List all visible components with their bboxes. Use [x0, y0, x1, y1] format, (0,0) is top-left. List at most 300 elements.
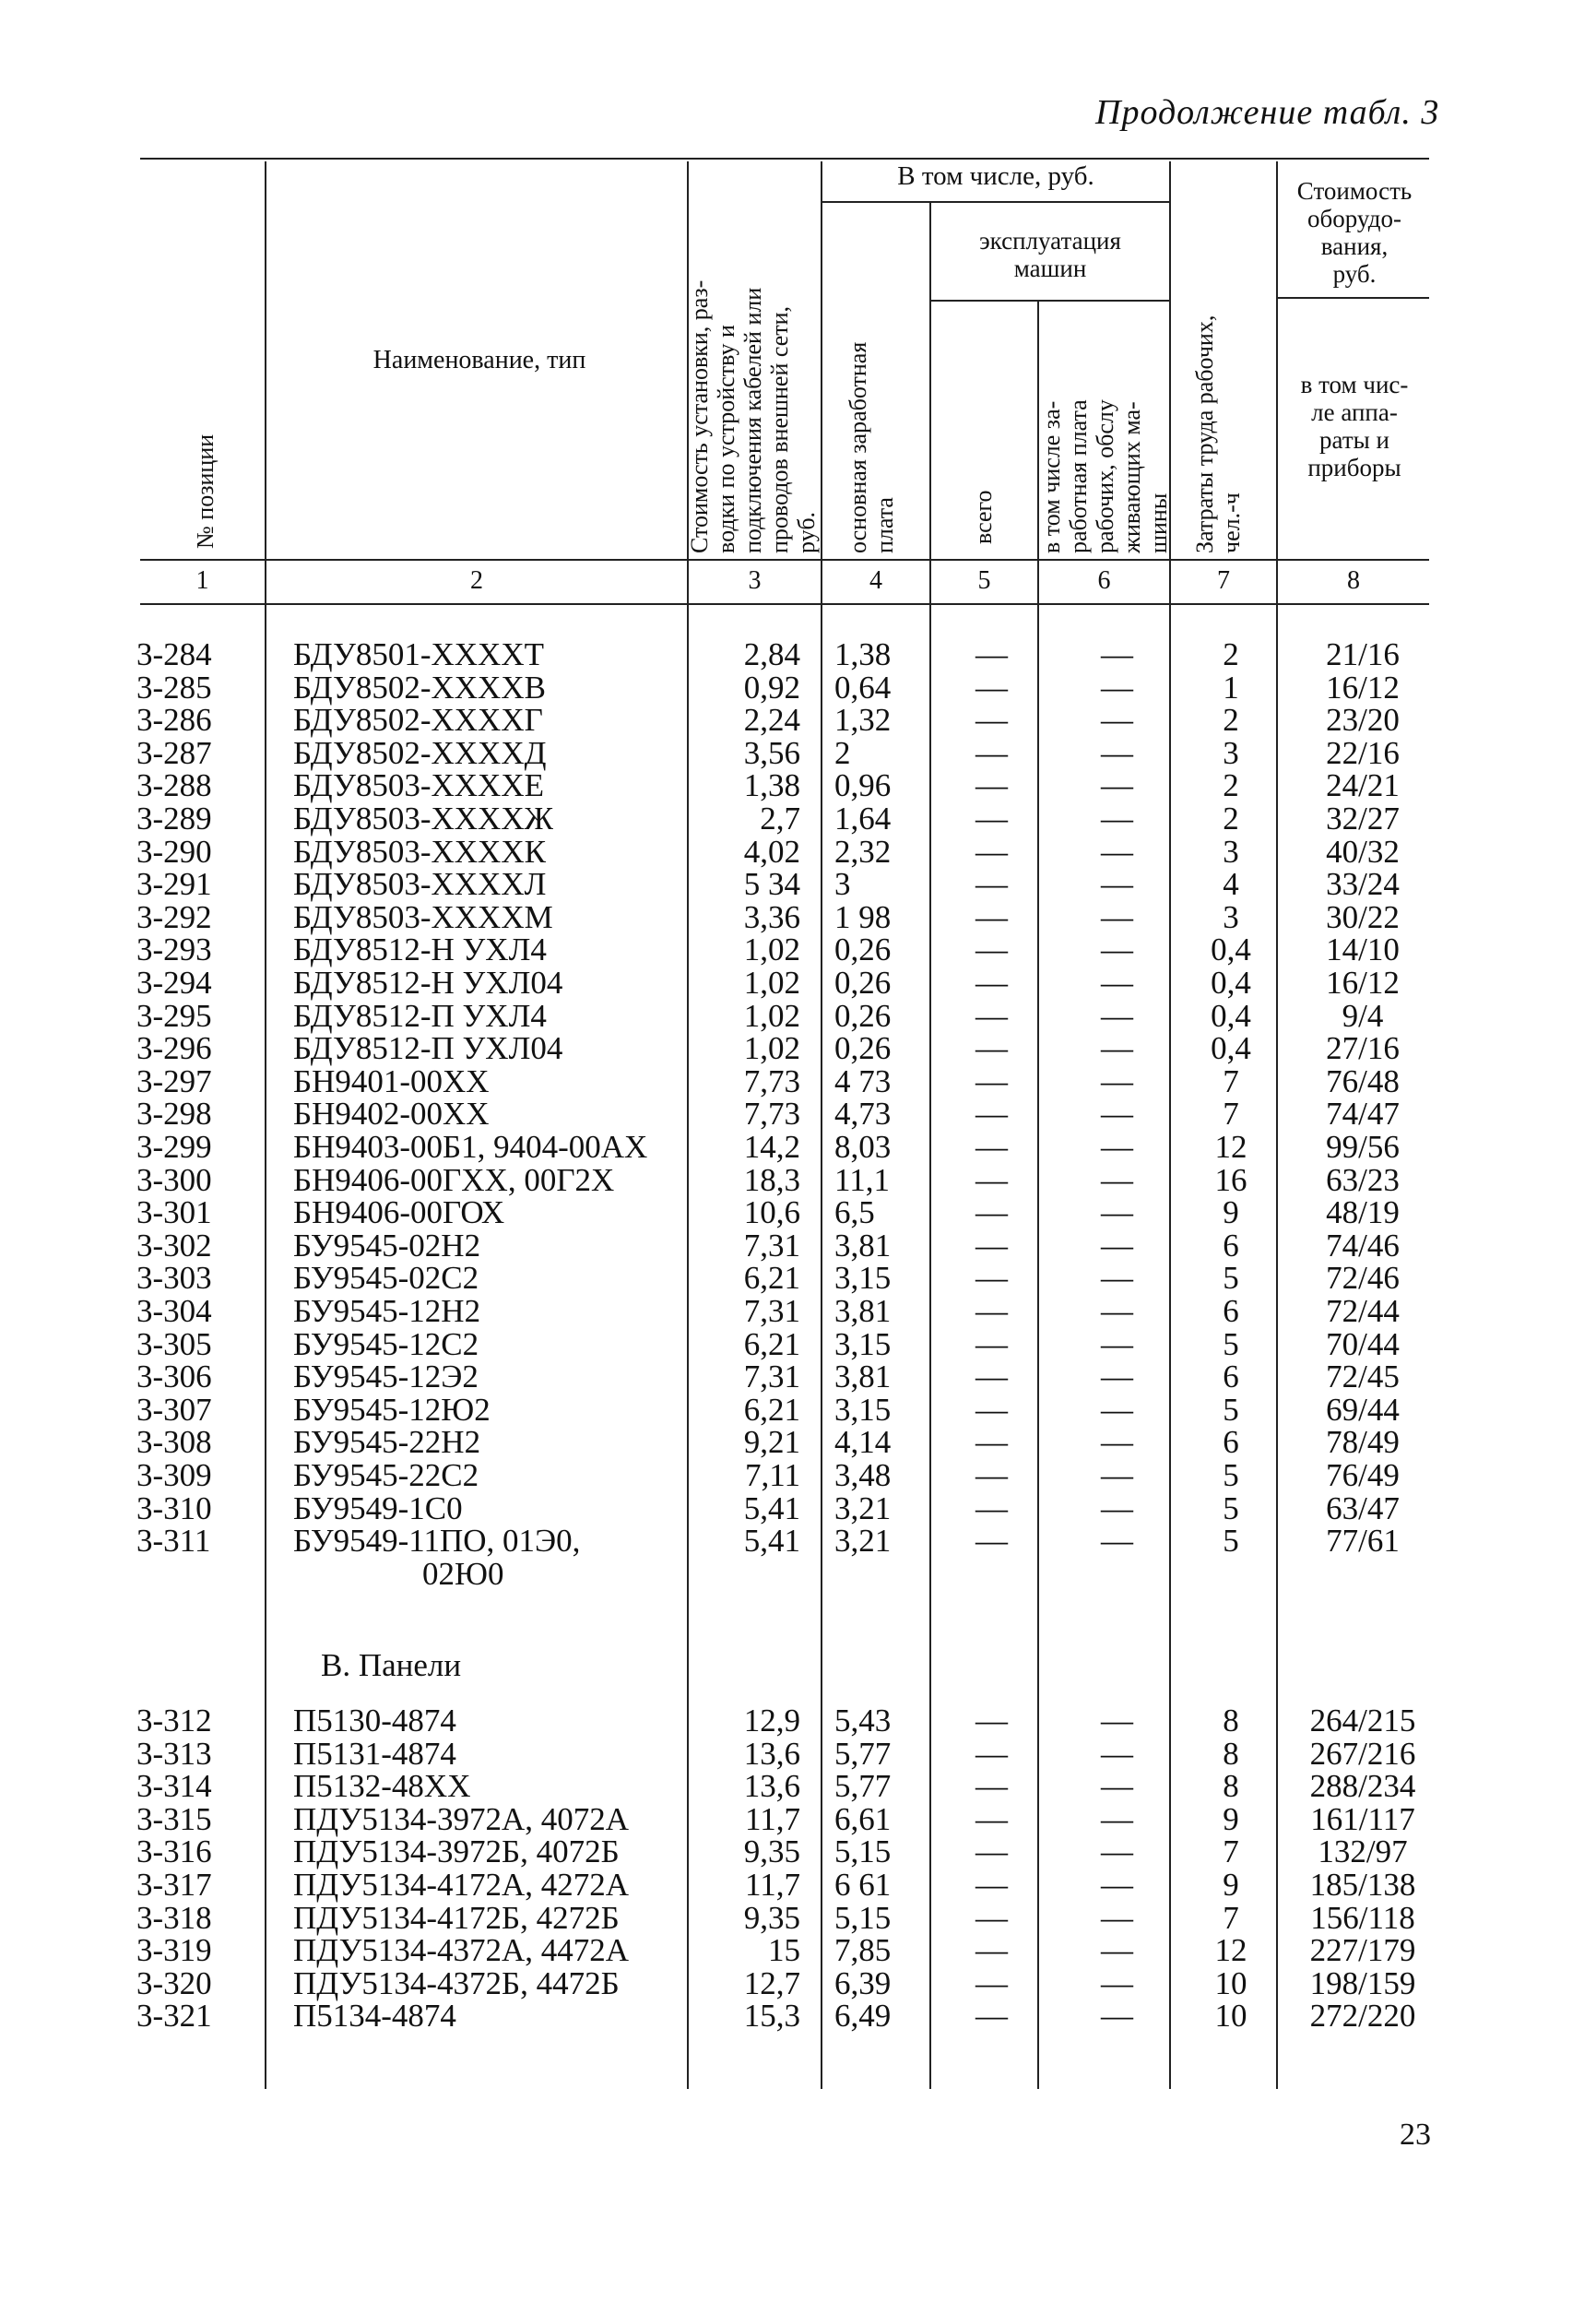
row-equipment-cost: 72/45	[1326, 1359, 1400, 1395]
row-labor: 0,4	[1211, 997, 1251, 1034]
row-install-cost: 11,7	[745, 1800, 800, 1837]
row-base-wage: 6,5	[834, 1194, 875, 1231]
row-base-wage: 0,26	[834, 1030, 892, 1067]
row-name: П5130-4874	[293, 1703, 456, 1738]
row-labor: 8	[1223, 1735, 1239, 1772]
row-install-cost: 7,31	[743, 1293, 800, 1329]
row-install-cost: 18,3	[743, 1161, 800, 1198]
row-position: 3-309	[136, 1457, 212, 1493]
row-name: БУ9545-12С2	[293, 1325, 479, 1362]
row-position: 3-318	[136, 1899, 212, 1936]
row-exploit-wage: —	[1101, 1899, 1133, 1936]
row-install-cost: 0,92	[743, 669, 800, 706]
row-exploit-wage: —	[1101, 767, 1133, 804]
row-position: 3-298	[136, 1096, 212, 1133]
row-install-cost: 7,73	[743, 1096, 800, 1133]
row-position: 3-299	[136, 1129, 212, 1165]
row-exploit-wage: —	[1101, 1768, 1133, 1805]
header-total: всего	[970, 490, 997, 544]
row-base-wage: 8,03	[834, 1129, 892, 1165]
row-install-cost: 4,02	[743, 833, 800, 870]
row-name: БДУ8503-ХХХХЕ	[293, 767, 544, 804]
row-install-cost: 9,21	[743, 1424, 800, 1461]
row-equipment-cost: 9/4	[1342, 997, 1384, 1034]
row-equipment-cost: 76/48	[1326, 1062, 1400, 1099]
row-position: 3-302	[136, 1227, 212, 1264]
row-equipment-cost: 272/220	[1309, 1998, 1416, 2035]
row-name: ПДУ5134-4172Б, 4272Б	[293, 1899, 620, 1936]
row-name: П5134-4874	[293, 1998, 456, 2035]
row-install-cost: 2,7	[760, 801, 800, 837]
row-install-cost: 6,21	[743, 1260, 800, 1297]
row-name: БУ9545-12Н2	[293, 1293, 481, 1329]
column-number: 3	[748, 566, 762, 595]
row-exploit-total: —	[975, 1359, 1008, 1395]
row-labor: 7	[1223, 1096, 1239, 1133]
row-exploit-wage: —	[1101, 1998, 1133, 2035]
row-position: 3-308	[136, 1424, 212, 1461]
row-exploit-total: —	[975, 1030, 1008, 1067]
section-heading-panels: В. Панели	[321, 1647, 462, 1683]
row-exploit-total: —	[975, 1325, 1008, 1362]
row-position: 3-301	[136, 1194, 212, 1231]
row-install-cost: 14,2	[743, 1129, 800, 1165]
column-number: 7	[1217, 566, 1230, 595]
header-bottom-rule	[140, 559, 1429, 561]
row-base-wage: 6,39	[834, 1964, 892, 2001]
row-name: БУ9549-1С0	[293, 1489, 463, 1526]
row-base-wage: 3,21	[834, 1489, 892, 1526]
row-install-cost: 7,31	[743, 1359, 800, 1395]
row-base-wage: 3,81	[834, 1359, 892, 1395]
row-base-wage: 3,81	[834, 1227, 892, 1264]
row-position: 3-320	[136, 1964, 212, 2001]
row-install-cost: 6,21	[743, 1325, 800, 1362]
row-position: 3-290	[136, 833, 212, 870]
row-exploit-wage: —	[1101, 1932, 1133, 1969]
row-name: ПДУ5134-4372Б, 4472Б	[293, 1964, 620, 2001]
row-name: БДУ8512-П УХЛ4	[293, 997, 547, 1034]
row-exploit-total: —	[975, 801, 1008, 837]
row-name: БН9403-00Б1, 9404-00АХ	[293, 1129, 648, 1165]
row-exploit-total: —	[975, 767, 1008, 804]
row-exploit-total: —	[975, 734, 1008, 771]
row-exploit-total: —	[975, 1260, 1008, 1297]
row-labor: 5	[1223, 1457, 1239, 1493]
header-position: № позиции	[192, 433, 219, 549]
row-exploit-wage: —	[1101, 702, 1133, 739]
row-base-wage: 3,15	[834, 1260, 892, 1297]
row-position: 3-319	[136, 1932, 212, 1969]
row-labor: 9	[1223, 1867, 1239, 1903]
row-equipment-cost: 14/10	[1326, 931, 1400, 968]
row-equipment-cost: 32/27	[1326, 801, 1400, 837]
row-name: БН9401-00ХХ	[293, 1062, 490, 1099]
column-number: 1	[195, 566, 209, 595]
row-install-cost: 12,9	[743, 1703, 800, 1738]
row-position: 3-316	[136, 1833, 212, 1870]
row-base-wage: 4 73	[834, 1062, 892, 1099]
row-name: БДУ8502-ХХХХВ	[293, 669, 546, 706]
row-exploit-total: —	[975, 1227, 1008, 1264]
row-base-wage: 6 61	[834, 1867, 892, 1903]
row-exploit-total: —	[975, 1703, 1008, 1738]
row-equipment-cost: 16/12	[1326, 669, 1400, 706]
row-position: 3-300	[136, 1161, 212, 1198]
col-divider-4	[929, 203, 931, 2089]
row-base-wage: 2	[834, 734, 851, 771]
row-equipment-cost: 78/49	[1326, 1424, 1400, 1461]
row-exploit-wage: —	[1101, 669, 1133, 706]
row-exploit-wage: —	[1101, 1457, 1133, 1493]
row-equipment-cost: 267/216	[1309, 1735, 1416, 1772]
row-exploit-total: —	[975, 965, 1008, 1001]
row-base-wage: 5,77	[834, 1735, 892, 1772]
row-position: 3-296	[136, 1030, 212, 1067]
row-labor: 3	[1223, 833, 1239, 870]
row-position: 3-307	[136, 1391, 212, 1428]
row-equipment-cost: 30/22	[1326, 898, 1400, 935]
row-name: ПДУ5134-4172А, 4272А	[293, 1867, 630, 1903]
row-exploit-wage: —	[1101, 1194, 1133, 1231]
row-exploit-total: —	[975, 1391, 1008, 1428]
row-base-wage: 11,1	[834, 1161, 890, 1198]
row-name: БДУ8503-ХХХХМ	[293, 898, 553, 935]
row-install-cost: 7,11	[745, 1457, 800, 1493]
row-exploit-total: —	[975, 1964, 1008, 2001]
row-position: 3-295	[136, 997, 212, 1034]
column-number: 4	[869, 566, 882, 595]
row-exploit-total: —	[975, 1129, 1008, 1165]
row-name: БН9406-00ГХХ, 00Г2Х	[293, 1161, 615, 1198]
row-exploit-total: —	[975, 669, 1008, 706]
column-number: 2	[470, 566, 483, 595]
row-exploit-wage: —	[1101, 1227, 1133, 1264]
row-labor: 3	[1223, 734, 1239, 771]
row-position: 3-292	[136, 898, 212, 935]
row-install-cost: 7,73	[743, 1062, 800, 1099]
row-labor: 8	[1223, 1768, 1239, 1805]
row-base-wage: 7,85	[834, 1932, 892, 1969]
row-labor: 6	[1223, 1424, 1239, 1461]
row-position: 3-314	[136, 1768, 212, 1805]
row-base-wage: 3,15	[834, 1325, 892, 1362]
row-exploit-wage: —	[1101, 1030, 1133, 1067]
row-base-wage: 3,15	[834, 1391, 892, 1428]
row-name: ПДУ5134-3972А, 4072А	[293, 1800, 630, 1837]
row-labor: 1	[1223, 669, 1239, 706]
column-number: 6	[1097, 566, 1111, 595]
header-name-type: Наименование, тип	[372, 346, 586, 374]
row-install-cost: 1,02	[743, 931, 800, 968]
row-position: 3-321	[136, 1998, 212, 2035]
column-number: 5	[977, 566, 991, 595]
row-exploit-wage: —	[1101, 1359, 1133, 1395]
row-labor: 0,4	[1211, 1030, 1251, 1067]
row-exploit-wage: —	[1101, 1260, 1133, 1297]
col-divider-3	[821, 161, 822, 2089]
row-labor: 5	[1223, 1325, 1239, 1362]
row-name: БУ9549-11ПО, 01Э0,	[293, 1523, 581, 1560]
row-position: 3-313	[136, 1735, 212, 1772]
row-exploit-total: —	[975, 1424, 1008, 1461]
row-labor: 7	[1223, 1062, 1239, 1099]
row-base-wage: 0,64	[834, 669, 892, 706]
row-labor: 2	[1223, 702, 1239, 739]
row-equipment-cost: 185/138	[1309, 1867, 1416, 1903]
row-install-cost: 9,35	[743, 1899, 800, 1936]
row-exploit-total: —	[975, 1899, 1008, 1936]
row-exploit-total: —	[975, 1293, 1008, 1329]
row-exploit-wage: —	[1101, 931, 1133, 968]
row-position: 3-317	[136, 1867, 212, 1903]
row-install-cost: 3,56	[743, 734, 800, 771]
row-name: БН9406-00ГОХ	[293, 1194, 505, 1231]
row-name: ПДУ5134-4372А, 4472А	[293, 1932, 630, 1969]
row-base-wage: 3	[834, 866, 851, 903]
row-install-cost: 15	[768, 1932, 800, 1969]
row-labor: 9	[1223, 1194, 1239, 1231]
row-name: БУ9545-22Н2	[293, 1424, 481, 1461]
row-exploit-wage: —	[1101, 636, 1133, 672]
row-install-cost: 3,36	[743, 898, 800, 935]
row-install-cost: 13,6	[743, 1768, 800, 1805]
row-exploit-total: —	[975, 997, 1008, 1034]
row-base-wage: 5,15	[834, 1833, 892, 1870]
row-labor: 7	[1223, 1899, 1239, 1936]
row-name: БУ9545-12Э2	[293, 1359, 479, 1395]
row-equipment-cost: 48/19	[1326, 1194, 1400, 1231]
row-position: 3-289	[136, 801, 212, 837]
row-exploit-wage: —	[1101, 1523, 1133, 1560]
row-position: 3-291	[136, 866, 212, 903]
row-base-wage: 6,49	[834, 1998, 892, 2035]
row-position: 3-287	[136, 734, 212, 771]
row-equipment-cost: 72/46	[1326, 1260, 1400, 1297]
row-base-wage: 3,21	[834, 1523, 892, 1560]
row-equipment-cost: 33/24	[1326, 866, 1400, 903]
row-exploit-total: —	[975, 1867, 1008, 1903]
row-base-wage: 1,32	[834, 702, 892, 739]
row-name: БДУ8503-ХХХХК	[293, 833, 546, 870]
row-equipment-cost: 23/20	[1326, 702, 1400, 739]
row-equipment-cost: 21/16	[1326, 636, 1400, 672]
row-exploit-total: —	[975, 1457, 1008, 1493]
row-position: 3-284	[136, 636, 212, 672]
row-labor: 3	[1223, 898, 1239, 935]
row-base-wage: 6,61	[834, 1800, 892, 1837]
row-base-wage: 3,81	[834, 1293, 892, 1329]
row-install-cost: 1,02	[743, 1030, 800, 1067]
header-equipment-devices: в том чис- ле аппа- раты и приборы	[1300, 371, 1409, 481]
row-labor: 0,4	[1211, 965, 1251, 1001]
row-exploit-total: —	[975, 1161, 1008, 1198]
row-position: 3-303	[136, 1260, 212, 1297]
row-install-cost: 2,24	[743, 702, 800, 739]
row-name: БУ9545-02С2	[293, 1260, 479, 1297]
row-exploit-wage: —	[1101, 1062, 1133, 1099]
row-install-cost: 1,02	[743, 997, 800, 1034]
row-position: 3-293	[136, 931, 212, 968]
row-exploit-wage: —	[1101, 1096, 1133, 1133]
row-exploit-wage: —	[1101, 1325, 1133, 1362]
row-install-cost: 9,35	[743, 1833, 800, 1870]
row-base-wage: 3,48	[834, 1457, 892, 1493]
row-exploit-wage: —	[1101, 1867, 1133, 1903]
row-exploit-total: —	[975, 1833, 1008, 1870]
row-exploit-total: —	[975, 1096, 1008, 1133]
row-name: БДУ8512-П УХЛ04	[293, 1030, 563, 1067]
row-equipment-cost: 264/215	[1309, 1703, 1416, 1738]
exploit-header-rule	[929, 300, 1169, 302]
row-labor: 12	[1214, 1932, 1247, 1969]
row-exploit-total: —	[975, 1932, 1008, 1969]
row-labor: 10	[1214, 1964, 1247, 2001]
row-base-wage: 0,96	[834, 767, 892, 804]
row-name: П5131-4874	[293, 1735, 456, 1772]
page-number: 23	[1400, 2118, 1431, 2152]
row-install-cost: 12,7	[743, 1964, 800, 2001]
row-equipment-cost: 40/32	[1326, 833, 1400, 870]
row-labor: 2	[1223, 636, 1239, 672]
row-install-cost: 15,3	[743, 1998, 800, 2035]
row-equipment-cost: 22/16	[1326, 734, 1400, 771]
row-equipment-cost: 24/21	[1326, 767, 1400, 804]
row-exploit-wage: —	[1101, 1800, 1133, 1837]
row-name: БУ9545-12Ю2	[293, 1391, 491, 1428]
row-name: БДУ8512-Н УХЛ4	[293, 931, 547, 968]
row-name: БДУ8502-ХХХХГ	[293, 702, 543, 739]
row-labor: 9	[1223, 1800, 1239, 1837]
row-exploit-wage: —	[1101, 1293, 1133, 1329]
row-name: П5132-48ХХ	[293, 1768, 471, 1805]
row-base-wage: 4,14	[834, 1424, 892, 1461]
row-equipment-cost: 198/159	[1309, 1964, 1416, 2001]
row-base-wage: 1 98	[834, 898, 892, 935]
row-name-continuation: 02Ю0	[422, 1556, 504, 1592]
row-base-wage: 5,43	[834, 1703, 892, 1738]
row-exploit-wage: —	[1101, 1424, 1133, 1461]
row-base-wage: 4,73	[834, 1096, 892, 1133]
row-labor: 6	[1223, 1227, 1239, 1264]
row-exploit-wage: —	[1101, 997, 1133, 1034]
row-base-wage: 5,15	[834, 1899, 892, 1936]
row-install-cost: 7,31	[743, 1227, 800, 1264]
row-equipment-cost: 16/12	[1326, 965, 1400, 1001]
row-exploit-total: —	[975, 1523, 1008, 1560]
row-position: 3-312	[136, 1703, 212, 1738]
row-position: 3-311	[136, 1523, 211, 1560]
row-install-cost: 13,6	[743, 1735, 800, 1772]
row-exploit-wage: —	[1101, 1129, 1133, 1165]
row-equipment-cost: 161/117	[1310, 1800, 1415, 1837]
row-name: БУ9545-22С2	[293, 1457, 479, 1493]
header-install-cost: Стоимость установки, раз- водки по устройству и подключения кабелей или проводов внешней сети, руб.	[686, 279, 820, 553]
row-install-cost: 11,7	[745, 1867, 800, 1903]
header-machine-exploitation: эксплуатация машин	[979, 227, 1121, 282]
row-position: 3-288	[136, 767, 212, 804]
row-equipment-cost: 77/61	[1326, 1523, 1400, 1560]
row-exploit-wage: —	[1101, 1489, 1133, 1526]
row-base-wage: 5,77	[834, 1768, 892, 1805]
equipment-header-rule	[1276, 297, 1429, 299]
row-equipment-cost: 63/23	[1326, 1161, 1400, 1198]
row-name: БДУ8501-ХХХХТ	[293, 636, 544, 672]
row-position: 3-294	[136, 965, 212, 1001]
row-name: БН9402-00ХХ	[293, 1096, 490, 1133]
group-header-rule	[821, 201, 1169, 203]
row-labor: 8	[1223, 1703, 1239, 1738]
row-equipment-cost: 69/44	[1326, 1391, 1400, 1428]
row-position: 3-286	[136, 702, 212, 739]
row-equipment-cost: 72/44	[1326, 1293, 1400, 1329]
header-labor-cost: Затраты труда рабочих, чел.-ч	[1191, 314, 1245, 553]
row-exploit-total: —	[975, 1194, 1008, 1231]
row-base-wage: 1,64	[834, 801, 892, 837]
row-exploit-total: —	[975, 866, 1008, 903]
row-install-cost: 1,02	[743, 965, 800, 1001]
row-base-wage: 2,32	[834, 833, 892, 870]
row-base-wage: 0,26	[834, 965, 892, 1001]
row-labor: 5	[1223, 1391, 1239, 1428]
row-base-wage: 0,26	[834, 997, 892, 1034]
row-position: 3-305	[136, 1325, 212, 1362]
row-labor: 6	[1223, 1293, 1239, 1329]
row-exploit-wage: —	[1101, 965, 1133, 1001]
row-exploit-total: —	[975, 702, 1008, 739]
row-install-cost: 5,41	[743, 1489, 800, 1526]
row-labor: 4	[1223, 866, 1239, 903]
table-caption: Продолжение табл. 3	[1095, 93, 1440, 132]
row-exploit-wage: —	[1101, 1703, 1133, 1738]
row-labor: 5	[1223, 1260, 1239, 1297]
row-exploit-wage: —	[1101, 1735, 1133, 1772]
row-labor: 12	[1214, 1129, 1247, 1165]
row-exploit-total: —	[975, 1768, 1008, 1805]
row-labor: 10	[1214, 1998, 1247, 2035]
row-equipment-cost: 227/179	[1309, 1932, 1416, 1969]
row-exploit-wage: —	[1101, 801, 1133, 837]
row-labor: 5	[1223, 1489, 1239, 1526]
row-name: БДУ8512-Н УХЛ04	[293, 965, 563, 1001]
row-labor: 7	[1223, 1833, 1239, 1870]
row-install-cost: 2,84	[743, 636, 800, 672]
row-equipment-cost: 74/46	[1326, 1227, 1400, 1264]
row-exploit-total: —	[975, 1062, 1008, 1099]
row-name: БДУ8503-ХХХХЖ	[293, 801, 553, 837]
row-install-cost: 1,38	[743, 767, 800, 804]
row-name: БДУ8502-ХХХХД	[293, 734, 547, 771]
header-base-wage: основная заработная плата	[845, 341, 898, 553]
row-equipment-cost: 132/97	[1318, 1833, 1408, 1870]
row-install-cost: 5,41	[743, 1523, 800, 1560]
row-exploit-wage: —	[1101, 1161, 1133, 1198]
row-exploit-wage: —	[1101, 833, 1133, 870]
row-position: 3-304	[136, 1293, 212, 1329]
row-equipment-cost: 156/118	[1310, 1899, 1415, 1936]
row-labor: 5	[1223, 1523, 1239, 1560]
row-exploit-total: —	[975, 1735, 1008, 1772]
row-equipment-cost: 288/234	[1309, 1768, 1416, 1805]
row-base-wage: 1,38	[834, 636, 892, 672]
row-exploit-total: —	[975, 931, 1008, 968]
row-position: 3-306	[136, 1359, 212, 1395]
row-install-cost: 6,21	[743, 1391, 800, 1428]
row-exploit-total: —	[975, 833, 1008, 870]
row-labor: 0,4	[1211, 931, 1251, 968]
row-exploit-total: —	[975, 1489, 1008, 1526]
row-position: 3-297	[136, 1062, 212, 1099]
